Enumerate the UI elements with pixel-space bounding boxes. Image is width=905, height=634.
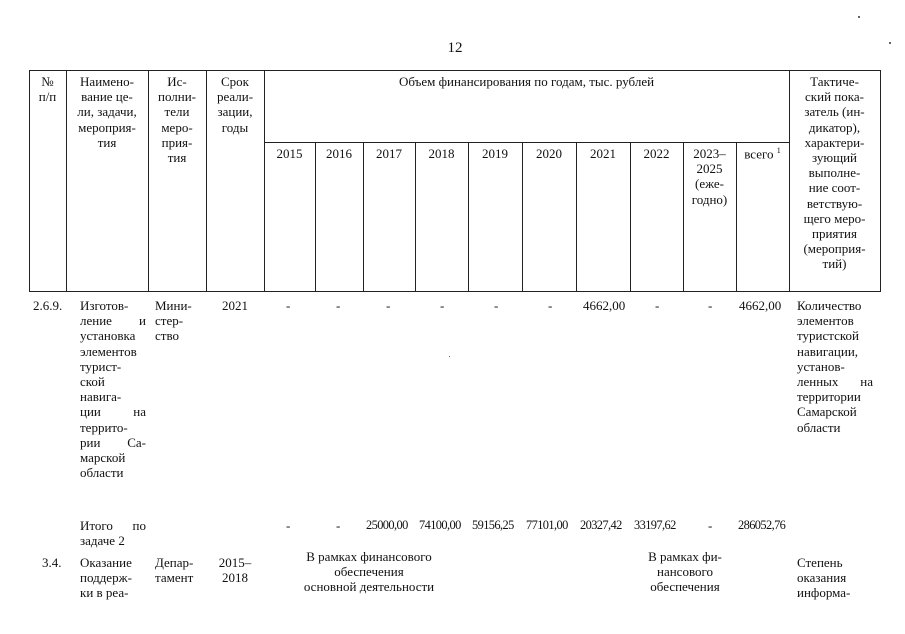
value-2018: -	[440, 298, 445, 313]
row-name: Изготов- ление и установка элементов турист- ской навига- ции на террито- рии Са- марской области	[80, 298, 146, 481]
header-year-2020: 2020	[536, 146, 562, 161]
header-col-term: Срок реали- зации, годы	[216, 74, 254, 135]
merged-financing-note: В рамках финансового обеспечения основной деятельности	[303, 549, 435, 595]
scan-speck	[858, 16, 860, 18]
value-total: 4662,00	[739, 298, 782, 313]
value-2020: 77101,00	[526, 518, 568, 532]
value-total: 286052,76	[738, 518, 786, 532]
value-2020: -	[548, 298, 553, 313]
value-2016: -	[336, 298, 341, 313]
value-2017: -	[386, 298, 391, 313]
header-total: всего $^1$	[744, 146, 781, 162]
header-year-2021: 2021	[590, 146, 616, 161]
row-indicator: Количество элементов туристской навигации, установ- ленных на территории Самарской области	[797, 298, 873, 435]
merged-financing-note-right: В рамках фи- нансового обеспечения	[648, 549, 722, 595]
row-name: Итого по задаче 2	[80, 518, 146, 549]
header-col-indicator: Тактиче- ский пока- затель (ин- дикатор), характери- зующий выполне- ние соот- ветствую- щего меро- приятия (мероприя- тий)	[803, 74, 866, 272]
value-2015: -	[286, 298, 291, 313]
row-number: 2.6.9.	[33, 298, 63, 313]
row-executor: Депар- тамент	[155, 555, 194, 586]
row-term: 2021	[222, 298, 248, 313]
value-2022: -	[655, 298, 660, 313]
header-col-name: Наимено- вание це- ли, задачи, мероприя- тия	[77, 74, 137, 150]
header-year-2022: 2022	[643, 146, 670, 161]
row-executor: Мини- стер- ство	[155, 298, 192, 344]
value-2021: 20327,42	[580, 518, 622, 532]
value-2017: 25000,00	[366, 518, 408, 532]
scan-speck	[449, 356, 450, 357]
value-2023-2025: -	[708, 518, 713, 533]
header-year-2017: 2017	[376, 146, 402, 161]
header-financing-title: Объем финансирования по годам, тыс. рублей	[398, 74, 655, 89]
value-2019: 59156,25	[472, 518, 514, 532]
header-years-2023-2025: 2023– 2025 (еже- годно)	[691, 146, 728, 207]
scan-speck	[889, 42, 891, 44]
value-2016: -	[336, 518, 341, 533]
page-number: 12	[447, 40, 463, 56]
value-2019: -	[494, 298, 499, 313]
value-2018: 74100,00	[419, 518, 461, 532]
header-year-2015: 2015	[276, 146, 303, 161]
value-2015: -	[286, 518, 291, 533]
value-2022: 33197,62	[634, 518, 676, 532]
value-2021: 4662,00	[583, 298, 626, 313]
row-name: Оказание поддерж- ки в реа-	[80, 555, 132, 601]
header-col-no: № п/п	[38, 74, 57, 105]
row-term: 2015– 2018	[218, 555, 252, 586]
header-col-executors: Ис- полни- тели меро- прия- тия	[157, 74, 197, 166]
header-year-2018: 2018	[428, 146, 455, 161]
header-year-2019: 2019	[482, 146, 508, 161]
header-year-2016: 2016	[326, 146, 352, 161]
row-number: 3.4.	[42, 555, 62, 570]
row-indicator: Степень оказания информа-	[797, 555, 851, 601]
value-2023-2025: -	[708, 298, 713, 313]
